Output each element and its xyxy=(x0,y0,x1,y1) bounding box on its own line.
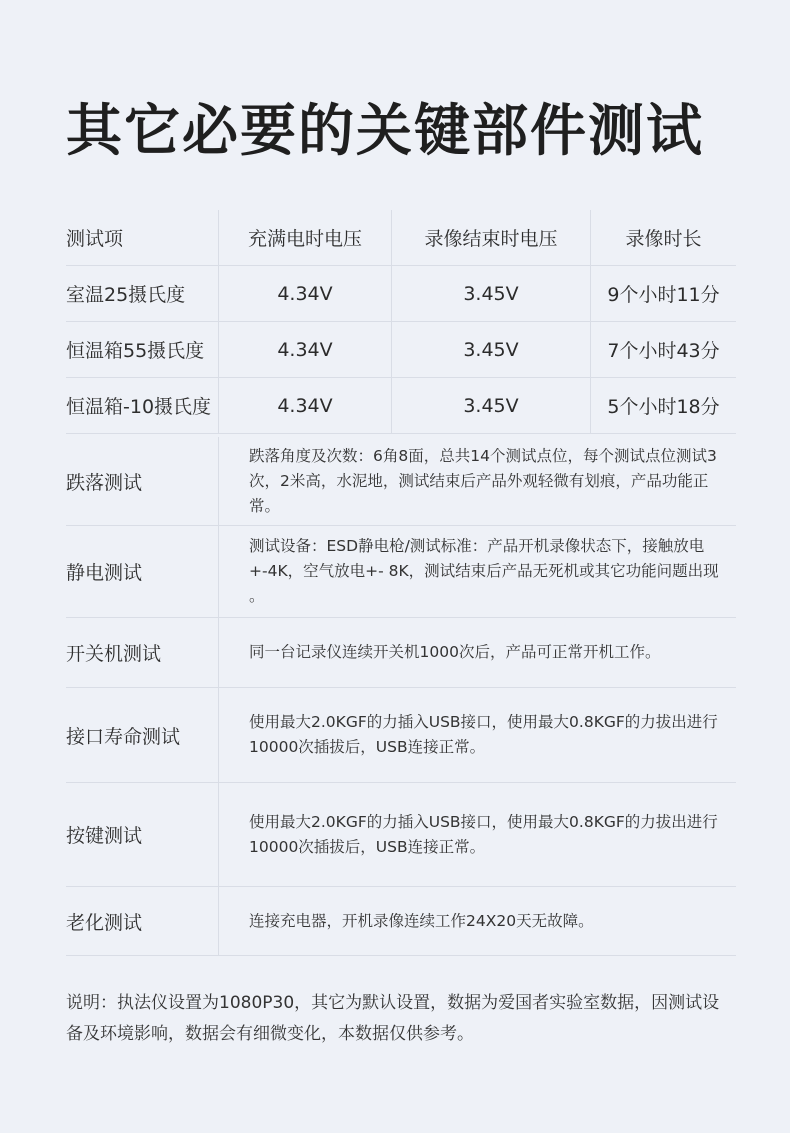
table-cell: 7个小时43分 xyxy=(607,340,720,362)
table-cell: 室温25摄氏度 xyxy=(66,266,219,321)
test-row-drop xyxy=(66,437,736,526)
table-cell: 3.45V xyxy=(392,322,591,377)
table-cell: 3.45V xyxy=(392,266,591,321)
header-cell-duration: 录像时长 xyxy=(625,228,702,250)
test-row-aging xyxy=(66,887,736,956)
table-row xyxy=(66,266,736,322)
test-desc: 使用最大2.0KGF的力插入USB接口，使用最大0.8KGF的力拔出进行10000次插拔后，USB连接正常。 xyxy=(249,812,718,856)
battery-table-header xyxy=(66,210,736,266)
table-cell: 恒温箱55摄氏度 xyxy=(66,322,219,377)
test-name: 开关机测试 xyxy=(66,618,219,687)
table-cell: 4.34V xyxy=(219,378,392,433)
test-row-port-life xyxy=(66,688,736,783)
test-name: 跌落测试 xyxy=(66,437,219,525)
footnote: 说明：执法仪设置为1080P30，其它为默认设置，数据为爱国者实验室数据，因测试设备及环境影响，数据会有细微变化，本数据仅供参考。 xyxy=(66,993,720,1044)
table-cell: 恒温箱-10摄氏度 xyxy=(66,378,219,433)
table-row xyxy=(66,378,736,434)
tests-table xyxy=(66,437,736,956)
test-row-esd xyxy=(66,526,736,618)
test-row-power-cycle xyxy=(66,618,736,688)
test-desc: 连接充电器，开机录像连续工作24X20天无故障。 xyxy=(249,911,594,930)
test-desc: 同一台记录仪连续开关机1000次后，产品可正常开机工作。 xyxy=(249,643,661,661)
table-cell: 3.45V xyxy=(392,378,591,433)
test-row-button xyxy=(66,783,736,887)
page-title: 其它必要的关键部件测试 xyxy=(66,99,704,164)
test-name: 静电测试 xyxy=(66,526,219,617)
test-name: 接口寿命测试 xyxy=(66,688,219,782)
table-row xyxy=(66,322,736,378)
header-cell-item: 测试项 xyxy=(66,210,219,265)
header-cell-end-voltage: 录像结束时电压 xyxy=(392,210,591,265)
table-cell: 9个小时11分 xyxy=(607,284,720,306)
test-name: 按键测试 xyxy=(66,783,219,886)
header-cell-full-voltage: 充满电时电压 xyxy=(219,210,392,265)
test-desc: 跌落角度及次数：6角8面，总共14个测试点位，每个测试点位测试3次，2米高，水泥地，测试结束后产品外观轻微有划痕，产品功能正常。 xyxy=(249,446,717,515)
table-cell: 5个小时18分 xyxy=(607,396,720,418)
table-cell: 4.34V xyxy=(219,322,392,377)
test-name: 老化测试 xyxy=(66,887,219,955)
test-desc: 测试设备：ESD静电枪/测试标准：产品开机录像状态下，接触放电+-4K，空气放电+- 8K，测试结束后产品无死机或其它功能问题出现 。 xyxy=(249,537,719,605)
test-desc: 使用最大2.0KGF的力插入USB接口，使用最大0.8KGF的力拔出进行10000次插拔后，USB连接正常。 xyxy=(249,713,718,756)
table-cell: 4.34V xyxy=(219,266,392,321)
battery-table xyxy=(66,210,736,434)
